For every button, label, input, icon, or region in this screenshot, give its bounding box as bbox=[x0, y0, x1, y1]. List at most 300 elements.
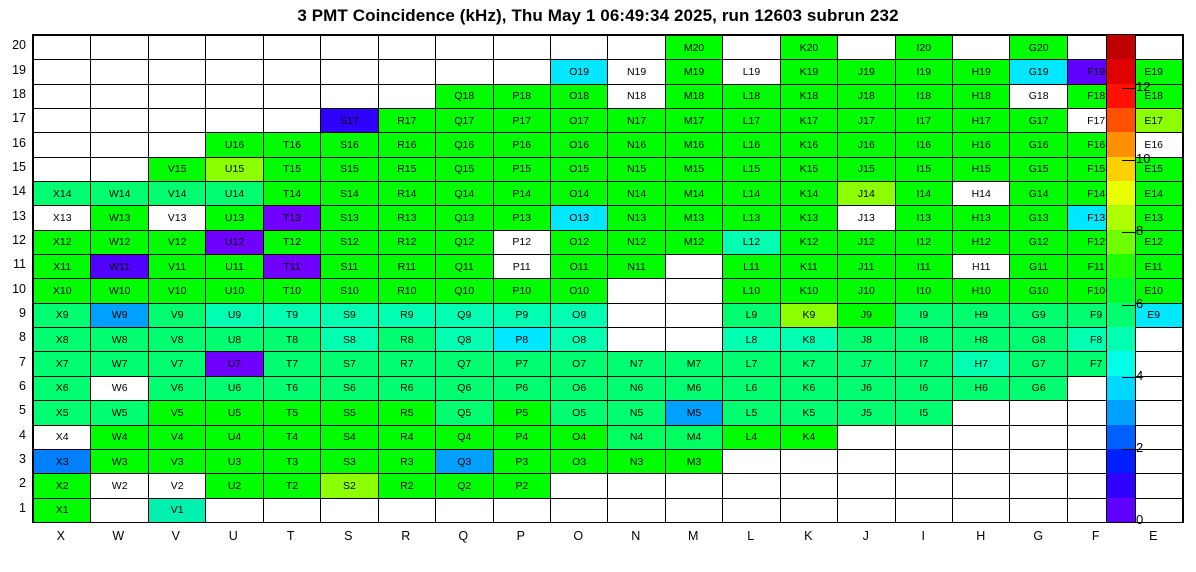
heatmap-cell: J19 bbox=[838, 60, 895, 84]
x-axis-tick-label: X bbox=[56, 529, 65, 543]
heatmap-cell bbox=[608, 328, 665, 352]
heatmap-cell bbox=[436, 36, 493, 60]
heatmap-cell: O6 bbox=[550, 376, 607, 400]
heatmap-cell: P12 bbox=[493, 230, 550, 254]
heatmap-cell: P18 bbox=[493, 84, 550, 108]
heatmap-cell: F16 bbox=[1067, 133, 1124, 157]
heatmap-cell: N11 bbox=[608, 255, 665, 279]
heatmap-cell bbox=[493, 36, 550, 60]
heatmap-cell: L5 bbox=[723, 401, 780, 425]
heatmap-cell: X10 bbox=[34, 279, 91, 303]
heatmap-cell bbox=[206, 109, 263, 133]
heatmap-cell bbox=[263, 84, 320, 108]
heatmap-cell: F11 bbox=[1067, 255, 1124, 279]
heatmap-cell bbox=[206, 60, 263, 84]
heatmap-cell: R5 bbox=[378, 401, 435, 425]
colorbar-tick-label: 6 bbox=[1136, 295, 1144, 311]
heatmap-cell: R12 bbox=[378, 230, 435, 254]
heatmap-row bbox=[34, 109, 1183, 133]
heatmap-cell: S15 bbox=[321, 157, 378, 181]
heatmap-cell: E18 bbox=[1125, 84, 1183, 108]
heatmap-row bbox=[34, 230, 1183, 254]
colorbar-tick-mark bbox=[1122, 449, 1136, 450]
heatmap-cell bbox=[148, 84, 205, 108]
heatmap-cell: J12 bbox=[838, 230, 895, 254]
heatmap-cell: F14 bbox=[1067, 182, 1124, 206]
heatmap-cell: P4 bbox=[493, 425, 550, 449]
page-title: 3 PMT Coincidence (kHz), Thu May 1 06:49:34 2025, run 12603 subrun 232 bbox=[297, 6, 899, 25]
heatmap-cell: M14 bbox=[665, 182, 722, 206]
heatmap-cell: U6 bbox=[206, 376, 263, 400]
heatmap-cell: G8 bbox=[1010, 328, 1067, 352]
heatmap-cell: H14 bbox=[953, 182, 1010, 206]
heatmap-cell: K5 bbox=[780, 401, 837, 425]
heatmap-cell bbox=[780, 474, 837, 498]
heatmap-cell: G13 bbox=[1010, 206, 1067, 230]
heatmap-cell: M19 bbox=[665, 60, 722, 84]
heatmap-row bbox=[34, 182, 1183, 206]
heatmap-cell: E17 bbox=[1125, 109, 1183, 133]
heatmap-cell bbox=[34, 84, 91, 108]
heatmap-cell bbox=[895, 498, 952, 522]
heatmap-cell: F19 bbox=[1067, 60, 1124, 84]
heatmap-cell: X3 bbox=[34, 449, 91, 473]
heatmap-cell: V5 bbox=[148, 401, 205, 425]
heatmap-cell: X13 bbox=[34, 206, 91, 230]
heatmap-cell: Q6 bbox=[436, 376, 493, 400]
heatmap-cell bbox=[838, 498, 895, 522]
heatmap-cell: J8 bbox=[838, 328, 895, 352]
colorbar-segment bbox=[1107, 59, 1135, 83]
heatmap-cell: S5 bbox=[321, 401, 378, 425]
heatmap-cell: U10 bbox=[206, 279, 263, 303]
y-axis-tick-label: 10 bbox=[12, 281, 26, 296]
heatmap-cell: I19 bbox=[895, 60, 952, 84]
heatmap-cell bbox=[723, 474, 780, 498]
heatmap-cell bbox=[895, 474, 952, 498]
heatmap-cell: K13 bbox=[780, 206, 837, 230]
heatmap-cell: L15 bbox=[723, 157, 780, 181]
heatmap-cell bbox=[838, 474, 895, 498]
heatmap-cell: O19 bbox=[550, 60, 607, 84]
heatmap-cell bbox=[838, 449, 895, 473]
heatmap-cell: U9 bbox=[206, 303, 263, 327]
heatmap-cell bbox=[263, 109, 320, 133]
heatmap-cell: L4 bbox=[723, 425, 780, 449]
heatmap-cell: W5 bbox=[91, 401, 148, 425]
heatmap-cell bbox=[206, 498, 263, 522]
heatmap-cell bbox=[34, 109, 91, 133]
heatmap-row bbox=[34, 328, 1183, 352]
heatmap-cell bbox=[34, 157, 91, 181]
heatmap-cell: U5 bbox=[206, 401, 263, 425]
colorbar-segment bbox=[1107, 498, 1135, 522]
heatmap-cell: P8 bbox=[493, 328, 550, 352]
heatmap-cell: U12 bbox=[206, 230, 263, 254]
heatmap-cell: X1 bbox=[34, 498, 91, 522]
y-axis-tick-label: 17 bbox=[12, 111, 26, 126]
heatmap-cell: X2 bbox=[34, 474, 91, 498]
heatmap-cell: J11 bbox=[838, 255, 895, 279]
heatmap-cell bbox=[148, 109, 205, 133]
heatmap-cell: K20 bbox=[780, 36, 837, 60]
heatmap-cell bbox=[263, 36, 320, 60]
heatmap-cell: L12 bbox=[723, 230, 780, 254]
heatmap-cell: O7 bbox=[550, 352, 607, 376]
heatmap-cell: Q2 bbox=[436, 474, 493, 498]
heatmap-cell: N7 bbox=[608, 352, 665, 376]
heatmap-cell: Q11 bbox=[436, 255, 493, 279]
y-axis-tick-label: 12 bbox=[12, 232, 26, 247]
heatmap-cell: E16 bbox=[1125, 133, 1183, 157]
heatmap-cell: R13 bbox=[378, 206, 435, 230]
heatmap-row bbox=[34, 133, 1183, 157]
heatmap-cell: S9 bbox=[321, 303, 378, 327]
heatmap-cell: U2 bbox=[206, 474, 263, 498]
heatmap-cell: S3 bbox=[321, 449, 378, 473]
heatmap-cell: W4 bbox=[91, 425, 148, 449]
heatmap-cell: T6 bbox=[263, 376, 320, 400]
heatmap-cell: F17 bbox=[1067, 109, 1124, 133]
colorbar-tick-mark bbox=[1122, 160, 1136, 161]
y-axis-tick-label: 19 bbox=[12, 62, 26, 77]
heatmap-cell: I10 bbox=[895, 279, 952, 303]
heatmap-cell: X4 bbox=[34, 425, 91, 449]
colorbar-segment bbox=[1107, 473, 1135, 497]
heatmap-cell bbox=[91, 36, 148, 60]
heatmap-cell: G16 bbox=[1010, 133, 1067, 157]
heatmap-cell: I9 bbox=[895, 303, 952, 327]
colorbar-segment bbox=[1107, 400, 1135, 424]
heatmap-cell: Q3 bbox=[436, 449, 493, 473]
heatmap-cell: L9 bbox=[723, 303, 780, 327]
heatmap-cell: O11 bbox=[550, 255, 607, 279]
heatmap-cell: F12 bbox=[1067, 230, 1124, 254]
heatmap-cell: M18 bbox=[665, 84, 722, 108]
heatmap-cell: P6 bbox=[493, 376, 550, 400]
y-axis-tick-label: 6 bbox=[19, 379, 26, 394]
heatmap-cell bbox=[723, 498, 780, 522]
heatmap-cell: L17 bbox=[723, 109, 780, 133]
heatmap-cell: Q15 bbox=[436, 157, 493, 181]
heatmap-cell: S7 bbox=[321, 352, 378, 376]
y-axis-tick-label: 3 bbox=[19, 452, 26, 467]
heatmap-cell: G12 bbox=[1010, 230, 1067, 254]
heatmap-row bbox=[34, 84, 1183, 108]
heatmap-row bbox=[34, 206, 1183, 230]
heatmap-cell: V4 bbox=[148, 425, 205, 449]
heatmap-cell: J18 bbox=[838, 84, 895, 108]
heatmap-cell bbox=[436, 60, 493, 84]
colorbar-segment bbox=[1107, 132, 1135, 156]
heatmap-cell: W7 bbox=[91, 352, 148, 376]
heatmap-cell bbox=[263, 498, 320, 522]
heatmap-cell: U3 bbox=[206, 449, 263, 473]
heatmap-cell: Q9 bbox=[436, 303, 493, 327]
heatmap-cell: Q12 bbox=[436, 230, 493, 254]
heatmap-cell bbox=[953, 401, 1010, 425]
heatmap-cell: Q16 bbox=[436, 133, 493, 157]
heatmap-cell bbox=[34, 133, 91, 157]
heatmap-row bbox=[34, 449, 1183, 473]
heatmap-cell: J5 bbox=[838, 401, 895, 425]
x-axis-tick-label: Q bbox=[458, 529, 469, 543]
heatmap-cell bbox=[1010, 425, 1067, 449]
heatmap-cell: I5 bbox=[895, 401, 952, 425]
y-axis-tick-label: 11 bbox=[13, 257, 26, 272]
heatmap-cell bbox=[550, 36, 607, 60]
heatmap-cell: W8 bbox=[91, 328, 148, 352]
heatmap-cell: K18 bbox=[780, 84, 837, 108]
x-axis-tick-label: U bbox=[228, 529, 238, 543]
heatmap-cell bbox=[608, 474, 665, 498]
heatmap-cell: U11 bbox=[206, 255, 263, 279]
heatmap-cell: I15 bbox=[895, 157, 952, 181]
heatmap-cell: J15 bbox=[838, 157, 895, 181]
heatmap-cell: K19 bbox=[780, 60, 837, 84]
heatmap-cell: F13 bbox=[1067, 206, 1124, 230]
y-axis-tick-label: 5 bbox=[19, 403, 26, 418]
heatmap-cell: G15 bbox=[1010, 157, 1067, 181]
heatmap-cell: E19 bbox=[1125, 60, 1183, 84]
heatmap-cell: F15 bbox=[1067, 157, 1124, 181]
heatmap-cell bbox=[148, 133, 205, 157]
heatmap-cell bbox=[34, 60, 91, 84]
heatmap-cell: M5 bbox=[665, 401, 722, 425]
heatmap-cell: T5 bbox=[263, 401, 320, 425]
heatmap-cell: P10 bbox=[493, 279, 550, 303]
heatmap-cell: N17 bbox=[608, 109, 665, 133]
heatmap-cell: O12 bbox=[550, 230, 607, 254]
heatmap-cell: G18 bbox=[1010, 84, 1067, 108]
heatmap-cell: T10 bbox=[263, 279, 320, 303]
colorbar-tick-mark bbox=[1122, 88, 1136, 89]
heatmap-cell: P5 bbox=[493, 401, 550, 425]
heatmap-cell: T9 bbox=[263, 303, 320, 327]
heatmap-cell: E14 bbox=[1125, 182, 1183, 206]
heatmap-cell: O5 bbox=[550, 401, 607, 425]
y-axis-tick-label: 14 bbox=[12, 184, 26, 199]
x-axis-tick-label: L bbox=[747, 529, 755, 543]
heatmap-cell bbox=[263, 60, 320, 84]
heatmap-cell: L10 bbox=[723, 279, 780, 303]
heatmap-cell: M13 bbox=[665, 206, 722, 230]
heatmap-cell bbox=[665, 255, 722, 279]
heatmap-cell: W3 bbox=[91, 449, 148, 473]
heatmap-cell bbox=[321, 36, 378, 60]
heatmap-cell: S10 bbox=[321, 279, 378, 303]
y-axis-tick-label: 1 bbox=[19, 500, 26, 515]
heatmap-cell: M3 bbox=[665, 449, 722, 473]
heatmap-cell: S12 bbox=[321, 230, 378, 254]
heatmap-cell: H19 bbox=[953, 60, 1010, 84]
heatmap-cell: G9 bbox=[1010, 303, 1067, 327]
heatmap-cell: I7 bbox=[895, 352, 952, 376]
colorbar-tick-mark bbox=[1122, 305, 1136, 306]
heatmap-cell: P11 bbox=[493, 255, 550, 279]
heatmap-cell: M6 bbox=[665, 376, 722, 400]
heatmap-cell: H12 bbox=[953, 230, 1010, 254]
heatmap-cell bbox=[1010, 449, 1067, 473]
heatmap-cell: R6 bbox=[378, 376, 435, 400]
heatmap-cell: R10 bbox=[378, 279, 435, 303]
heatmap-cell bbox=[1010, 474, 1067, 498]
heatmap-cell: G20 bbox=[1010, 36, 1067, 60]
heatmap-cell: L8 bbox=[723, 328, 780, 352]
heatmap-cell bbox=[34, 36, 91, 60]
x-axis-tick-label: M bbox=[688, 529, 699, 543]
heatmap-cell bbox=[91, 157, 148, 181]
heatmap-cell bbox=[608, 36, 665, 60]
heatmap-cell: P13 bbox=[493, 206, 550, 230]
heatmap-cell: V14 bbox=[148, 182, 205, 206]
heatmap-cell bbox=[895, 425, 952, 449]
heatmap-cell: M4 bbox=[665, 425, 722, 449]
heatmap-cell: N13 bbox=[608, 206, 665, 230]
heatmap-cell bbox=[780, 449, 837, 473]
heatmap-cell: X6 bbox=[34, 376, 91, 400]
heatmap-cell: Q18 bbox=[436, 84, 493, 108]
heatmap-cell: S4 bbox=[321, 425, 378, 449]
heatmap-cell: L14 bbox=[723, 182, 780, 206]
colorbar-tick-mark bbox=[1122, 232, 1136, 233]
colorbar-tick-label: 0 bbox=[1136, 512, 1144, 527]
heatmap-cell: K8 bbox=[780, 328, 837, 352]
heatmap-cell: G10 bbox=[1010, 279, 1067, 303]
heatmap-cell: W6 bbox=[91, 376, 148, 400]
heatmap-cell: R14 bbox=[378, 182, 435, 206]
heatmap-row bbox=[34, 60, 1183, 84]
colorbar-tick-label: 10 bbox=[1136, 151, 1151, 167]
heatmap-cell: E9 bbox=[1125, 303, 1183, 327]
heatmap-cell: P15 bbox=[493, 157, 550, 181]
heatmap-cell: M20 bbox=[665, 36, 722, 60]
heatmap-cell bbox=[608, 498, 665, 522]
x-axis-tick-label: G bbox=[1033, 529, 1044, 543]
heatmap-cell: S13 bbox=[321, 206, 378, 230]
heatmap-cell: U8 bbox=[206, 328, 263, 352]
heatmap-cell: O17 bbox=[550, 109, 607, 133]
heatmap-cell: N4 bbox=[608, 425, 665, 449]
heatmap-row bbox=[34, 401, 1183, 425]
heatmap-cell: T13 bbox=[263, 206, 320, 230]
heatmap-cell: O18 bbox=[550, 84, 607, 108]
heatmap-cell: S2 bbox=[321, 474, 378, 498]
heatmap-cell: Q5 bbox=[436, 401, 493, 425]
heatmap-cell: V12 bbox=[148, 230, 205, 254]
heatmap-cell: G19 bbox=[1010, 60, 1067, 84]
heatmap-cell: J17 bbox=[838, 109, 895, 133]
heatmap-cell: X9 bbox=[34, 303, 91, 327]
y-axis-tick-label: 2 bbox=[19, 476, 26, 491]
y-axis-tick-label: 8 bbox=[19, 330, 26, 345]
heatmap-cell: X12 bbox=[34, 230, 91, 254]
heatmap-cell: R3 bbox=[378, 449, 435, 473]
heatmap-cell: R8 bbox=[378, 328, 435, 352]
heatmap-cell: N16 bbox=[608, 133, 665, 157]
heatmap-cell: G14 bbox=[1010, 182, 1067, 206]
heatmap-cell: H9 bbox=[953, 303, 1010, 327]
heatmap-cell: N12 bbox=[608, 230, 665, 254]
heatmap-grid bbox=[32, 34, 1184, 523]
heatmap-cell: P3 bbox=[493, 449, 550, 473]
heatmap-cell: O16 bbox=[550, 133, 607, 157]
heatmap-cell: U13 bbox=[206, 206, 263, 230]
heatmap-cell bbox=[838, 425, 895, 449]
heatmap-cell: S11 bbox=[321, 255, 378, 279]
heatmap-cell: O14 bbox=[550, 182, 607, 206]
colorbar-segment bbox=[1107, 35, 1135, 59]
heatmap-cell bbox=[493, 498, 550, 522]
heatmap-cell: V11 bbox=[148, 255, 205, 279]
heatmap-cell: S8 bbox=[321, 328, 378, 352]
heatmap-cell bbox=[953, 498, 1010, 522]
heatmap-cell bbox=[608, 303, 665, 327]
heatmap-cell: R17 bbox=[378, 109, 435, 133]
y-axis-tick-label: 13 bbox=[12, 208, 26, 223]
heatmap-cell: K4 bbox=[780, 425, 837, 449]
heatmap-cell: K11 bbox=[780, 255, 837, 279]
heatmap-cell: M17 bbox=[665, 109, 722, 133]
heatmap-cell: L16 bbox=[723, 133, 780, 157]
y-axis-tick-label: 18 bbox=[12, 86, 26, 101]
heatmap-row bbox=[34, 279, 1183, 303]
heatmap-cell: V1 bbox=[148, 498, 205, 522]
heatmap-cell: L7 bbox=[723, 352, 780, 376]
heatmap-cell bbox=[665, 279, 722, 303]
heatmap-cell: U7 bbox=[206, 352, 263, 376]
heatmap-cell: M7 bbox=[665, 352, 722, 376]
heatmap-cell bbox=[148, 60, 205, 84]
heatmap-cell: G6 bbox=[1010, 376, 1067, 400]
heatmap-cell: V15 bbox=[148, 157, 205, 181]
heatmap-cell: H11 bbox=[953, 255, 1010, 279]
heatmap-cell bbox=[321, 84, 378, 108]
heatmap-cell: G7 bbox=[1010, 352, 1067, 376]
y-axis-tick-label: 15 bbox=[12, 159, 26, 174]
heatmap-cell bbox=[665, 498, 722, 522]
x-axis-tick-label: O bbox=[573, 529, 584, 543]
heatmap-cell: N5 bbox=[608, 401, 665, 425]
heatmap-cell: H18 bbox=[953, 84, 1010, 108]
x-axis-tick-label: W bbox=[112, 529, 125, 543]
heatmap-cell: M12 bbox=[665, 230, 722, 254]
heatmap-cell: J10 bbox=[838, 279, 895, 303]
heatmap-cell: H7 bbox=[953, 352, 1010, 376]
heatmap-cell bbox=[321, 498, 378, 522]
heatmap-row bbox=[34, 36, 1183, 60]
heatmap-cell: V3 bbox=[148, 449, 205, 473]
colorbar-segment bbox=[1107, 278, 1135, 302]
heatmap-cell: Q17 bbox=[436, 109, 493, 133]
heatmap-cell: Q13 bbox=[436, 206, 493, 230]
colorbar-segment bbox=[1107, 449, 1135, 473]
heatmap-cell: K15 bbox=[780, 157, 837, 181]
heatmap-cell: G11 bbox=[1010, 255, 1067, 279]
colorbar-tick-label: 12 bbox=[1136, 79, 1151, 95]
heatmap-cell bbox=[953, 36, 1010, 60]
heatmap-cell bbox=[206, 36, 263, 60]
heatmap-cell: O13 bbox=[550, 206, 607, 230]
heatmap-cell: F10 bbox=[1067, 279, 1124, 303]
heatmap-cell bbox=[206, 84, 263, 108]
heatmap-cell: K6 bbox=[780, 376, 837, 400]
heatmap-cell: W11 bbox=[91, 255, 148, 279]
y-axis-tick-label: 4 bbox=[19, 427, 26, 442]
heatmap-cell: L6 bbox=[723, 376, 780, 400]
heatmap-cell: V10 bbox=[148, 279, 205, 303]
heatmap-cell: X5 bbox=[34, 401, 91, 425]
